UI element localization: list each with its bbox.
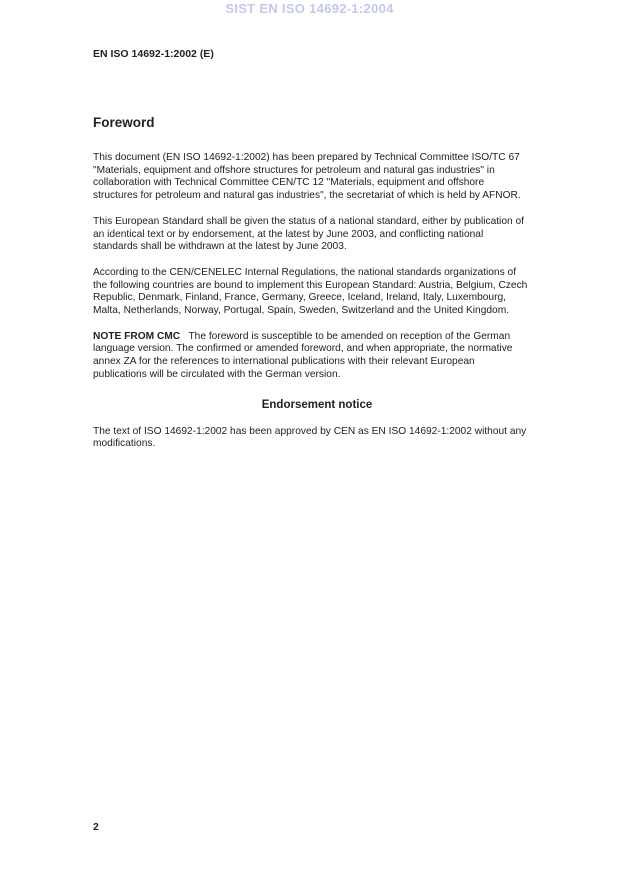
foreword-paragraph-3: According to the CEN/CENELEC Internal Regulations, the national standards organizations of the following countries are bound to implement this European Standard: Austria, Belgium, Czech Republic, Denmark, Finland, France, Germany, Greece, Iceland, Ireland, Italy, Luxembourg, Malta, Netherlands, Norway, Portugal, Spain, Sweden, Switzerland and the United Kingdom. (93, 266, 528, 317)
foreword-paragraph-1: This document (EN ISO 14692-1:2002) has been prepared by Technical Committee ISO/TC 67 "Materials, equipment and offshore structures for petroleum and natural gas industries" in collaboration with Technical Committee CEN/TC 12 "Materials, equipment and offshore structures for petroleum and natural gas industries", the secretariat of which is held by AFNOR. (93, 152, 521, 202)
foreword-paragraph-2: This European Standard shall be given the status of a national standard, either by publication of an identical text or by endorsement, at the latest by June 2003, and conflicting national standards shall be withdrawn at the latest by June 2003. (93, 215, 524, 253)
endorsement-paragraph: The text of ISO 14692-1:2002 has been approved by CEN as EN ISO 14692-1:2002 without any modifications. (93, 425, 527, 450)
page-body (93, 115, 541, 464)
document-reference: EN ISO 14692-1:2002 (E) (93, 48, 214, 60)
note-text: The foreword is susceptible to be amended on reception of the German language version. The confirmed or amended foreword, and when appropriate, the normative annex ZA for the references to international publications with their relevant European publications will be circulated with the German version. (93, 330, 513, 380)
page-number: 2 (93, 821, 99, 833)
watermark-header: SIST EN ISO 14692-1:2004 (225, 1, 394, 16)
note-label: NOTE FROM CMC (93, 330, 181, 342)
note-from-cmc-paragraph (93, 331, 541, 382)
foreword-heading: Foreword (93, 115, 155, 130)
endorsement-notice-heading: Endorsement notice (261, 398, 373, 411)
